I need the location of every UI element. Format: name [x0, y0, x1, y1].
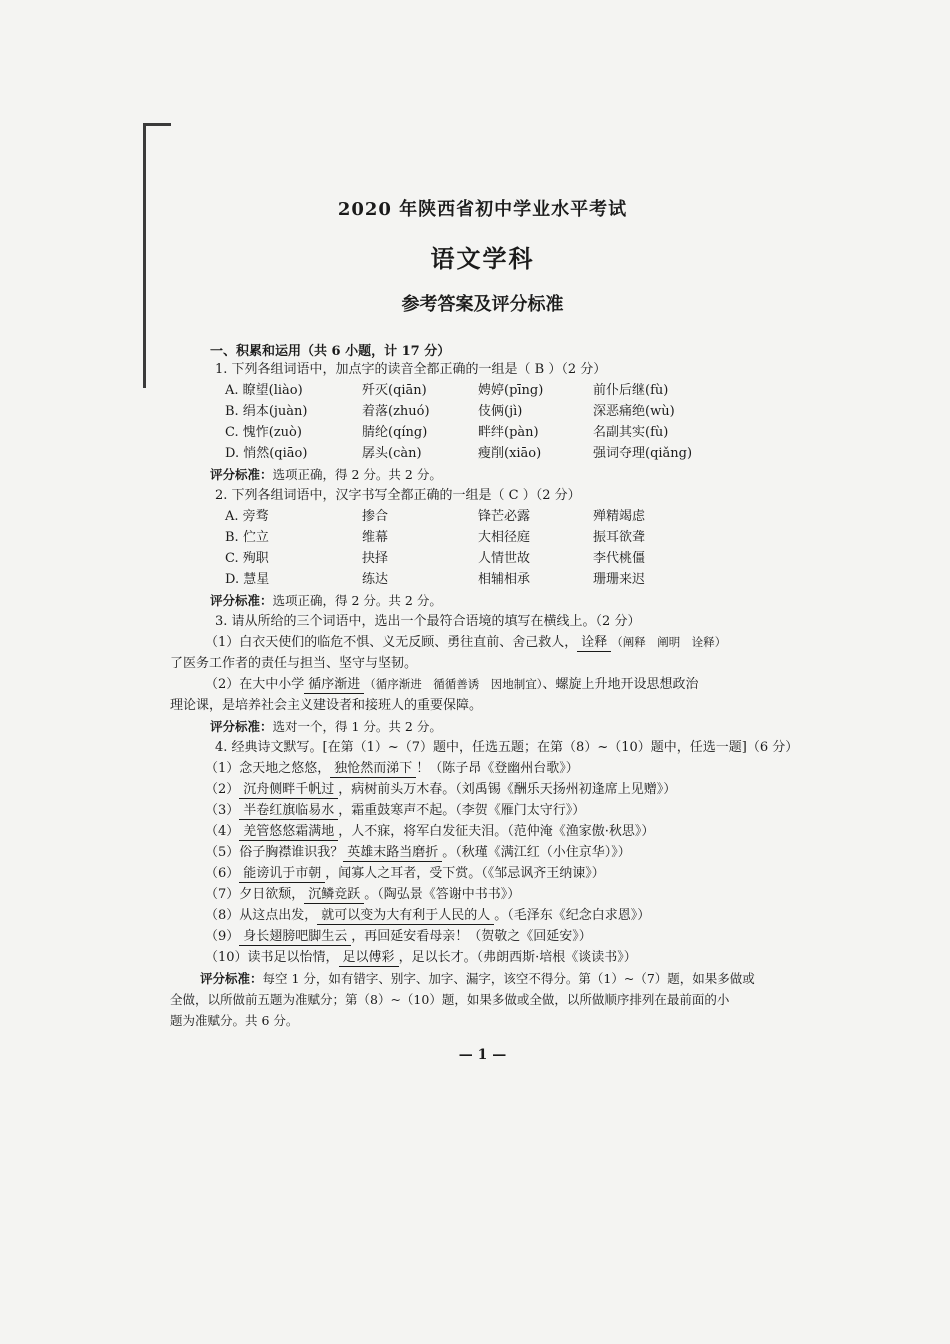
q4-1-post: ！（陈子昂《登幽州台歌》）	[416, 761, 579, 776]
q4-6-answer: 能谤讥于市朝	[239, 865, 325, 883]
q4-item-2	[170, 779, 795, 800]
q4-5-post: 。（秋瑾《满江红（小住京华）》）	[442, 845, 631, 860]
q1-score-text: 选项正确，得 2 分。共 2 分。	[272, 467, 442, 482]
q2-d-2: 练达	[362, 572, 389, 587]
q1-d-2: 孱头(càn)	[362, 446, 422, 461]
q2-stem: 2. 下列各组词语中，汉字书写全都正确的一组是（ C ）（2 分）	[215, 488, 581, 503]
q4-8-post: 。（毛泽东《纪念白求恩》）	[494, 908, 651, 923]
q3-p1-answer: 诠释	[577, 634, 611, 652]
q2-b-4: 振耳欲聋	[593, 530, 646, 545]
q2-a-3: 锋芒必露	[478, 509, 531, 524]
q2-option-a	[225, 506, 795, 527]
q3-p2-text-b: 、螺旋上升地开设思想政治	[542, 677, 699, 692]
q4-1-answer: 独怆然而涕下	[330, 760, 416, 778]
q1-d-3: 瘦削(xiāo)	[478, 446, 542, 461]
q4-2-pre: （2）	[205, 782, 240, 797]
q4-2-answer: 沉舟侧畔千帆过	[239, 781, 338, 799]
q2-c-1: C. 殉职	[225, 551, 269, 566]
q4-7-post: 。（陶弘景《答谢中书书》）	[364, 887, 521, 902]
q4-item-5	[170, 842, 795, 863]
q3-part1-cont: 了医务工作者的责任与担当、坚守与坚韧。	[170, 656, 418, 671]
q3-part1	[170, 632, 795, 653]
q1-option-d	[225, 443, 795, 464]
q4-3-pre: （3）	[205, 803, 240, 818]
q4-item-3	[170, 800, 795, 821]
q4-item-4	[170, 821, 795, 842]
q4-8-answer: 就可以变为大有利于人民的人	[317, 907, 494, 925]
q1-a-4: 前仆后继(fù)	[593, 383, 669, 398]
q3-part2	[170, 674, 795, 695]
q4-6-post: ，闻寡人之耳者，受下赏。（《邹忌讽齐王纳谏》）	[325, 866, 605, 881]
section-heading: 一、积累和运用（共 6 小题，计 17 分）	[210, 344, 451, 359]
q4-score-line1: 每空 1 分，如有错字、别字、加字、漏字，该空不得分。第（1）~（7）题，如果多做或	[262, 971, 755, 986]
q1-c-4: 名副其实(fù)	[593, 425, 669, 440]
q4-score-line2: 全做，以所做前五题为准赋分；第（8）~（10）题，如果多做或全做，以所做顺序排列在最前面的小	[170, 992, 730, 1007]
q1-stem: 1. 下列各组词语中，加点字的读音全都正确的一组是（ B ）（2 分）	[215, 362, 607, 377]
q4-5-answer: 英雄末路当磨折	[343, 844, 442, 862]
q2-d-1: D. 慧星	[225, 572, 270, 587]
q4-7-pre: （7）夕日欲颓，	[205, 887, 305, 902]
q1-d-1: D. 悄然(qiāo)	[225, 446, 308, 461]
q2-score-label: 评分标准：	[210, 593, 273, 608]
q4-item-1	[170, 758, 795, 779]
q3-p2-text: （2）在大中小学	[205, 677, 305, 692]
q4-3-post: ，霜重鼓寒声不起。（李贺《雁门太守行》）	[338, 803, 586, 818]
q3-stem: 3. 请从所给的三个词语中，选出一个最符合语境的填写在横线上。（2 分）	[215, 614, 641, 629]
q4-stem: 4. 经典诗文默写。[在第（1）~（7）题中，任选五题；在第（8）~（10）题中，任选一题]（6 分）	[215, 740, 799, 755]
q1-a-3: 娉婷(pīng)	[478, 383, 544, 398]
q2-c-2: 抉择	[362, 551, 389, 566]
subject-title: 语文学科	[430, 244, 535, 273]
q4-10-answer: 足以傅彩	[339, 949, 399, 967]
q3-p1-options: （阐释 阐明 诠释）	[611, 635, 727, 649]
q3-part2-cont: 理论课，是培养社会主义建设者和接班人的重要保障。	[170, 698, 483, 713]
q1-scoring	[210, 464, 795, 485]
q1-option-a	[225, 380, 795, 401]
q4-score-label: 评分标准：	[200, 971, 263, 986]
q2-c-3: 人情世故	[478, 551, 531, 566]
q4-item-6	[170, 863, 795, 884]
q1-a-1: A. 瞭望(liào)	[225, 383, 303, 398]
q4-score-line3: 题为准赋分。共 6 分。	[170, 1013, 299, 1028]
page-edge-top	[143, 123, 171, 126]
q2-b-2: 维幕	[362, 530, 389, 545]
q4-1-pre: （1）念天地之悠悠，	[205, 761, 331, 776]
exam-title: 2020 年陕西省初中学业水平考试	[337, 199, 628, 220]
q2-a-1: A. 旁骛	[225, 509, 269, 524]
q1-b-1: B. 绢本(juàn)	[225, 404, 308, 419]
answer-key-title: 参考答案及评分标准	[401, 294, 564, 315]
page-number: — 1 —	[458, 1047, 507, 1063]
q4-5-pre: （5）俗子胸襟谁识我？	[205, 845, 344, 860]
q3-p2-options: （循序渐进 循循善诱 因地制宜）	[364, 677, 543, 691]
page-edge-left	[143, 123, 146, 388]
q1-a-2: 歼灭(qiān)	[362, 383, 427, 398]
q1-b-3: 伎俩(jì)	[478, 404, 523, 419]
q4-9-post: ，再回延安看母亲！（贺敬之《回延安》）	[351, 929, 592, 944]
q1-option-c	[225, 422, 795, 443]
q2-a-4: 殚精竭虑	[593, 509, 646, 524]
q4-item-9	[170, 926, 795, 947]
q1-c-3: 畔绊(pàn)	[478, 425, 539, 440]
answer-sheet	[170, 195, 799, 1063]
q1-b-2: 着落(zhuó)	[362, 404, 430, 419]
q3-score-text: 选对一个，得 1 分。共 2 分。	[272, 719, 442, 734]
q4-3-answer: 半卷红旗临易水	[239, 802, 338, 820]
q3-score-label: 评分标准：	[210, 719, 273, 734]
q4-4-answer: 羌管悠悠霜满地	[239, 823, 338, 841]
q2-option-b	[225, 527, 795, 548]
q4-8-pre: （8）从这点出发，	[205, 908, 318, 923]
q2-a-2: 掺合	[362, 509, 389, 524]
q3-p2-answer: 循序渐进	[304, 676, 364, 694]
q4-6-pre: （6）	[205, 866, 240, 881]
q4-4-pre: （4）	[205, 824, 240, 839]
q2-d-4: 珊珊来迟	[593, 572, 646, 587]
q4-9-pre: （9）	[205, 929, 240, 944]
q4-item-10	[170, 947, 795, 968]
q1-d-4: 强词夺理(qiǎng)	[593, 446, 693, 461]
q4-scoring	[200, 968, 795, 989]
q1-c-1: C. 愧怍(zuò)	[225, 425, 302, 440]
q4-item-8	[170, 905, 795, 926]
q4-10-post: ，足以长才。（弗朗西斯·培根《谈读书》）	[398, 950, 637, 965]
q4-10-pre: （10）读书足以怡情，	[205, 950, 339, 965]
q3-scoring	[210, 716, 795, 737]
q2-d-3: 相辅相承	[478, 572, 531, 587]
q1-score-label: 评分标准：	[210, 467, 273, 482]
q3-p1-text: （1）白衣天使们的临危不惧、义无反顾、勇往直前、舍己救人，	[205, 635, 578, 650]
q2-scoring	[210, 590, 795, 611]
q4-2-post: ，病树前头万木春。（刘禹锡《酬乐天扬州初逢席上见赠》）	[338, 782, 677, 797]
q1-b-4: 深恶痛绝(wù)	[593, 404, 675, 419]
q2-c-4: 李代桃僵	[593, 551, 646, 566]
q1-c-2: 腈纶(qíng)	[362, 425, 428, 440]
q2-score-text: 选项正确，得 2 分。共 2 分。	[272, 593, 442, 608]
q2-option-c	[225, 548, 795, 569]
q2-b-1: B. 伫立	[225, 530, 269, 545]
q2-b-3: 大相径庭	[478, 530, 531, 545]
q4-4-post: ，人不寐，将军白发征夫泪。（范仲淹《渔家傲·秋思》）	[338, 824, 655, 839]
q4-item-7	[170, 884, 795, 905]
q2-option-d	[225, 569, 795, 590]
q4-9-answer: 身长翅膀吧脚生云	[239, 928, 351, 946]
q4-7-answer: 沉鳞竞跃	[304, 886, 364, 904]
q1-option-b	[225, 401, 795, 422]
